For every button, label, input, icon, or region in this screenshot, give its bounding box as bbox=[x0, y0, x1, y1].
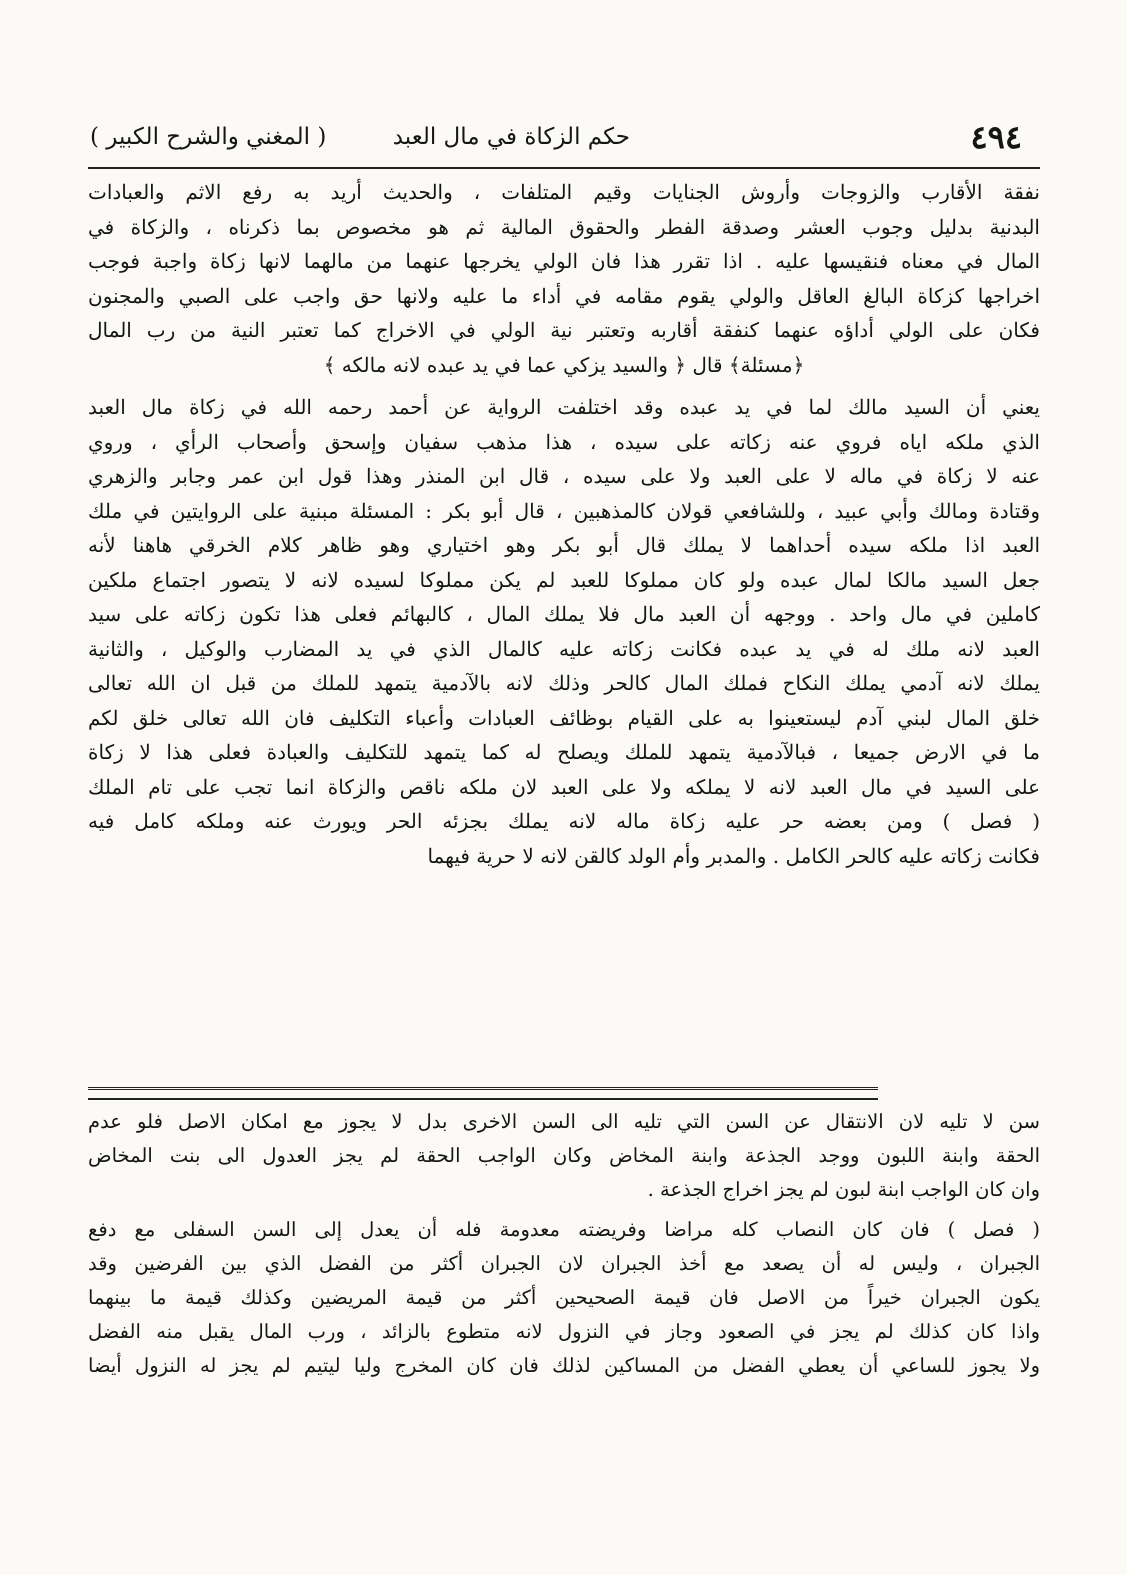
chapter-title: حكم الزكاة في مال العبد bbox=[392, 124, 630, 150]
text-line: اخراجها كزكاة البالغ العاقل والولي يقوم مقامه في أداء ما عليه ولانها حق واجب على الصبي والمجنون bbox=[88, 283, 1040, 308]
main-text bbox=[88, 175, 1040, 873]
text-line: العبد اذا ملكه سيده أحداهما لا يملك قال أبو بكر وهو اختياري وهو ظاهر كلام الخرقي هاهنا لأنه bbox=[88, 533, 1040, 557]
issue-heading: ﴿مسئلة﴾ قال ﴿ والسيد يزكي عما في يد عبده لانه مالكه ﴾ bbox=[323, 352, 805, 377]
footnote-line: واذا كان كذلك لم يجز في الصعود وجاز في النزول لانه متطوع بالزائد ، ورب المال يقبل منه الفضل bbox=[88, 1320, 1040, 1343]
text-line: عنه لا زكاة في ماله لا على العبد ولا على سيده ، قال ابن المنذر وهذا قول ابن عمر وجابر والزهري bbox=[88, 464, 1040, 488]
text-line: خلق المال لبني آدم ليستعينوا به على القيام بوظائف العبادات وأعباء التكليف فان الله تعالى خلق لكم bbox=[88, 705, 1040, 730]
text-line: فكان على الولي أداؤه عنهما كنفقة أقاربه وتعتبر نية الولي في الاخراج كما تعتبر النية من رب المال bbox=[88, 318, 1040, 342]
footnote-line: الحقة وابنة اللبون ووجد الجذعة وابنة المخاض وكان الواجب الحقة لم يجز العدول الى بنت المخاض bbox=[88, 1144, 1040, 1167]
book-title: ( المغني والشرح الكبير ) bbox=[90, 124, 327, 150]
text-line: وقتادة ومالك وأبي عبيد ، وللشافعي قولان كالمذهبين ، قال أبو بكر : المسئلة مبنية على الروايتين في ملك bbox=[88, 498, 1040, 523]
section-line: ( فصل ) ومن بعضه حر عليه زكاة ماله لانه يملك بجزئه الحر ويورث عنه وملكه كامل فيه bbox=[88, 809, 1040, 833]
text-line: الذي ملكه اياه فروي عنه زكاته على سيده ، هذا مذهب سفيان وإسحق وأصحاب الرأي ، وروي bbox=[88, 429, 1040, 454]
page-number: ٤٩٤ bbox=[970, 118, 1022, 156]
text-line: كاملين في مال واحد . ووجهه أن العبد مال فلا يملك المال ، كالبهائم فعلى هذا تكون زكاته على سيد bbox=[88, 602, 1040, 626]
footnote-line: وان كان الواجب ابنة لبون لم يجز اخراج الجذعة . bbox=[647, 1178, 1040, 1201]
footnote-line: ولا يجوز للساعي أن يعطي الفضل من المساكين لذلك فان كان المخرج وليا ليتيم لم يجز له النزول أيضا bbox=[88, 1354, 1040, 1377]
footnote-text bbox=[88, 1105, 1040, 1383]
text-line: فكانت زكاته عليه كالحر الكامل . والمدبر وأم الولد كالقن لانه لا حرية فيهما bbox=[427, 843, 1040, 868]
page-header bbox=[88, 118, 1040, 162]
text-line: يعني أن السيد مالك لما في يد عبده وقد اختلفت الرواية عن أحمد رحمه الله في زكاة مال العبد bbox=[88, 395, 1040, 419]
header-rule bbox=[88, 167, 1040, 169]
footnote-line: يكون الجبران خيراً من الاصل فان قيمة الصحيحين أكثر من قيمة المريضين وكذلك قيمة ما بينهما bbox=[88, 1286, 1040, 1309]
footnote-line: سن لا تليه لان الانتقال عن السن التي تليه الى السن الاخرى بدل لا يجوز مع امكان الاصل فلو عدم bbox=[88, 1110, 1040, 1133]
text-line: ما في الارض جميعا ، فبالآدمية يتمهد للملك ويصلح له كما يتمهد للتكليف والعبادة فعلى هذا لا زكاة bbox=[88, 740, 1040, 764]
footnote-section-line: ( فصل ) فان كان النصاب كله مراضا وفريضته معدومة فله أن يعدل إلى السن السفلى مع دفع bbox=[88, 1218, 1040, 1241]
text-line: على السيد في مال العبد لانه لا يملكه ولا على العبد لان ملكه ناقص والزكاة انما تجب على تام الملك bbox=[88, 774, 1040, 799]
text-line: يملك لانه آدمي يملك النكاح فملك المال كالحر وذلك لانه بالآدمية يتمهد للملك من قبل ان الله تعالى bbox=[88, 671, 1040, 695]
footnote-separator bbox=[88, 1087, 878, 1100]
text-line: المال في معناه فنقيسها عليه . اذا تقرر هذا فان الولي يخرجها عنهما من مالهما لانها زكاة واجبة فوجب bbox=[88, 249, 1040, 273]
text-line: نفقة الأقارب والزوجات وأروش الجنايات وقيم المتلفات ، والحديث أريد به رفع الاثم والعبادات bbox=[88, 180, 1040, 204]
footnote-line: الجبران ، وليس له أن يصعد مع أخذ الجبران لان الجبران أكثر من الفضل الذي بين الفرضين وقد bbox=[88, 1252, 1040, 1275]
text-line: البدنية بدليل وجوب العشر وصدقة الفطر والحقوق المالية ثم هو مخصوص بما ذكرناه ، والزكاة في bbox=[88, 214, 1040, 239]
text-line: العبد لانه ملك له في يد عبده فكانت زكاته عليه كالمال الذي في يد المضارب والوكيل ، والثانية bbox=[88, 636, 1040, 661]
text-line: جعل السيد مالكا لمال عبده ولو كان مملوكا للعبد لم يكن مملوكا لسيده لانه لا يتصور اجتماع ملكين bbox=[88, 567, 1040, 592]
